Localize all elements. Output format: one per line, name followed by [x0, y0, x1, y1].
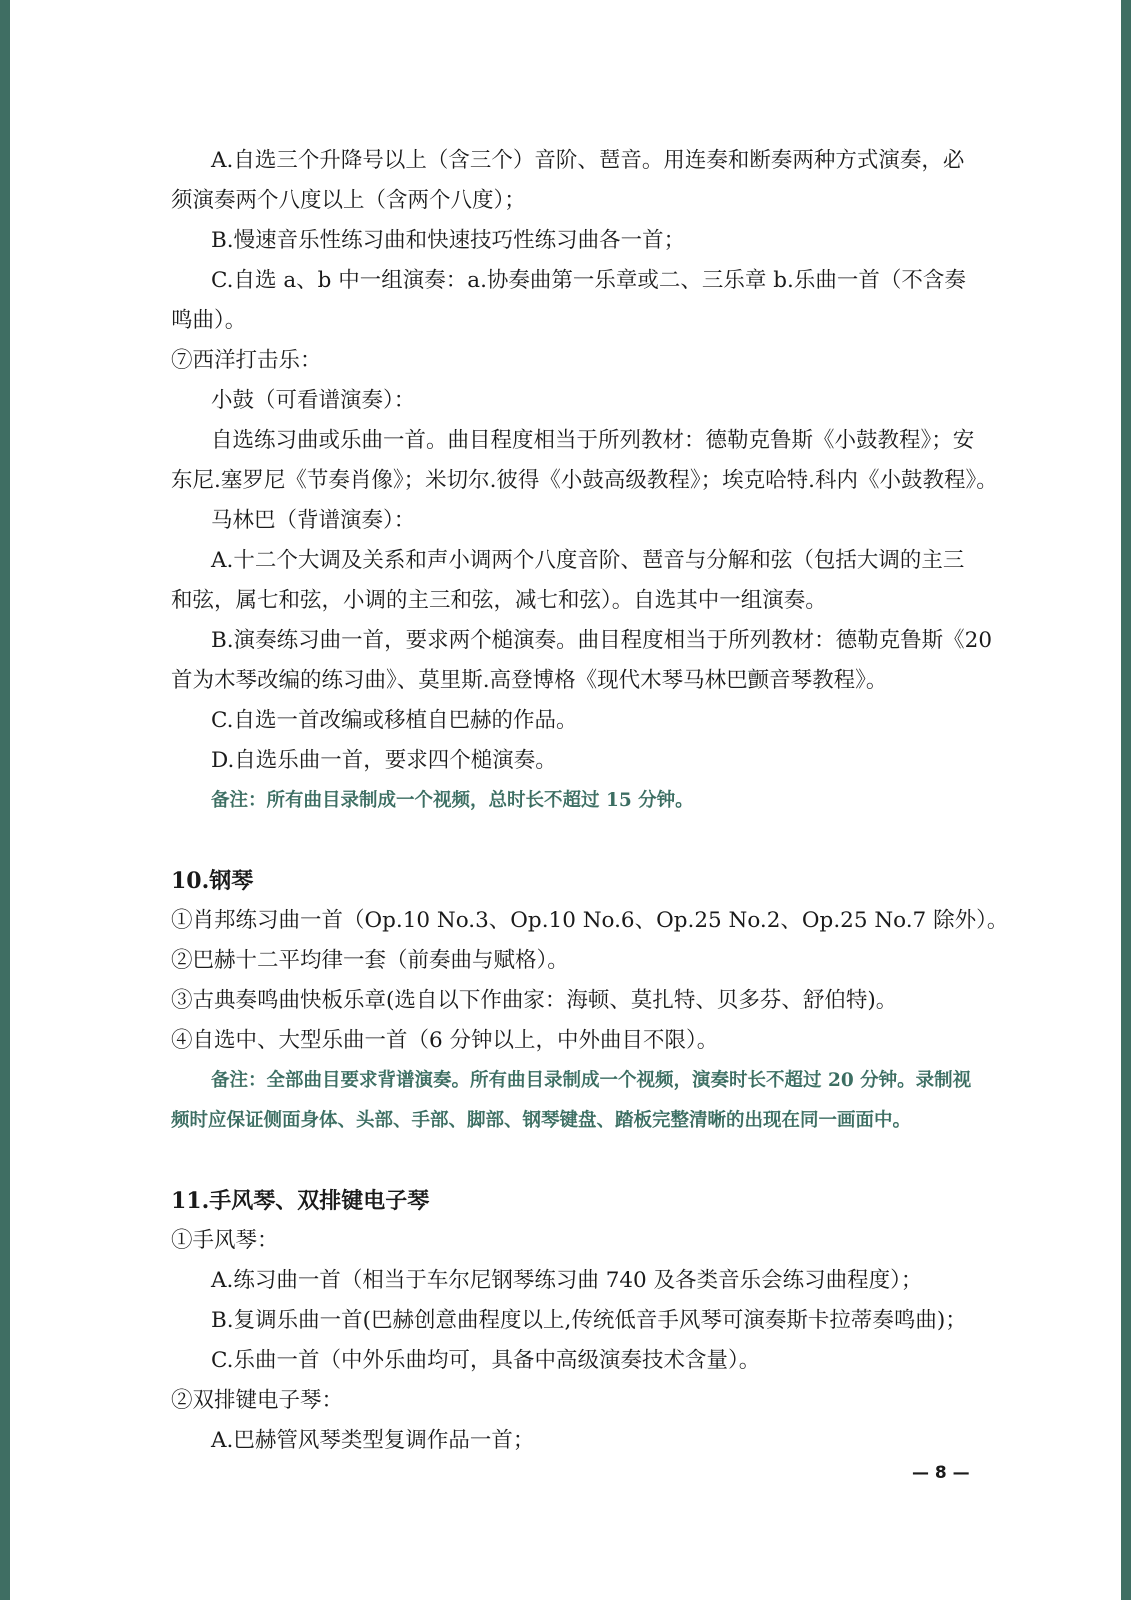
text-line: ④自选中、大型乐曲一首（6 分钟以上，中外曲目不限）。	[171, 1028, 719, 1053]
page-edge-left	[0, 0, 10, 1600]
text-line: ①肖邦练习曲一首（Op.10 No.3、Op.10 No.6、Op.25 No.2、Op.25 No.7 除外）。	[171, 908, 1009, 933]
text-line: A.练习曲一首（相当于车尔尼钢琴练习曲 740 及各类音乐会练习曲程度）；	[211, 1268, 923, 1293]
text-line: 须演奏两个八度以上（含两个八度）；	[171, 188, 526, 213]
text-line: 自选练习曲或乐曲一首。曲目程度相当于所列教材：德勒克鲁斯《小鼓教程》；安	[211, 428, 975, 453]
text-line: A.巴赫管风琴类型复调作品一首；	[211, 1428, 535, 1453]
text-line: C.自选一首改编或移植自巴赫的作品。	[211, 708, 578, 733]
text-line: ③古典奏鸣曲快板乐章(选自以下作曲家：海顿、莫扎特、贝多芬、舒伯特)。	[171, 988, 898, 1013]
text-line: 和弦，属七和弦，小调的主三和弦，减七和弦）。自选其中一组演奏。	[171, 588, 827, 613]
text-line: A.自选三个升降号以上（含三个）音阶、琶音。用连奏和断奏两种方式演奏，必	[211, 148, 965, 173]
text-line: 小鼓（可看谱演奏）：	[211, 388, 416, 413]
page-number: — 8 —	[912, 1463, 970, 1483]
text-line: B.慢速音乐性练习曲和快速技巧性练习曲各一首；	[211, 228, 686, 253]
text-line: C.乐曲一首（中外乐曲均可，具备中高级演奏技术含量）。	[211, 1348, 761, 1373]
text-line: 马林巴（背谱演奏）：	[211, 508, 416, 533]
text-line: 首为木琴改编的练习曲》、莫里斯.高登博格《现代木琴马林巴颤音琴教程》。	[171, 668, 888, 693]
note-line: 备注：所有曲目录制成一个视频，总时长不超过 15 分钟。	[211, 790, 694, 811]
text-line: D.自选乐曲一首，要求四个槌演奏。	[211, 748, 557, 773]
note-line: 频时应保证侧面身体、头部、手部、脚部、钢琴键盘、踏板完整清晰的出现在同一画面中。	[171, 1110, 912, 1131]
text-line: ②巴赫十二平均律一套（前奏曲与赋格）。	[171, 948, 569, 973]
text-line: 东尼.塞罗尼《节奏肖像》；米切尔.彼得《小鼓高级教程》；埃克哈特.科内《小鼓教程》。	[171, 468, 998, 493]
section-heading: 11.手风琴、双排键电子琴	[171, 1188, 430, 1214]
document-page	[171, 141, 1009, 1461]
page-edge-right	[1121, 0, 1131, 1600]
note-line: 备注：全部曲目要求背谱演奏。所有曲目录制成一个视频，演奏时长不超过 20 分钟。录制视	[211, 1070, 972, 1091]
section-heading: 10.钢琴	[171, 868, 254, 894]
subsection-title: ⑦西洋打击乐：	[171, 348, 322, 373]
text-line: B.演奏练习曲一首，要求两个槌演奏。曲目程度相当于所列教材：德勒克鲁斯《20	[211, 628, 992, 653]
subsection-title: ②双排键电子琴：	[171, 1388, 344, 1413]
text-line: A.十二个大调及关系和声小调两个八度音阶、琶音与分解和弦（包括大调的主三	[211, 548, 965, 573]
text-line: 鸣曲）。	[171, 308, 247, 333]
subsection-title: ①手风琴：	[171, 1228, 279, 1253]
text-line: B.复调乐曲一首(巴赫创意曲程度以上,传统低音手风琴可演奏斯卡拉蒂奏鸣曲)；	[211, 1308, 967, 1333]
text-line: C.自选 a、b 中一组演奏：a.协奏曲第一乐章或二、三乐章 b.乐曲一首（不含奏	[211, 268, 966, 293]
